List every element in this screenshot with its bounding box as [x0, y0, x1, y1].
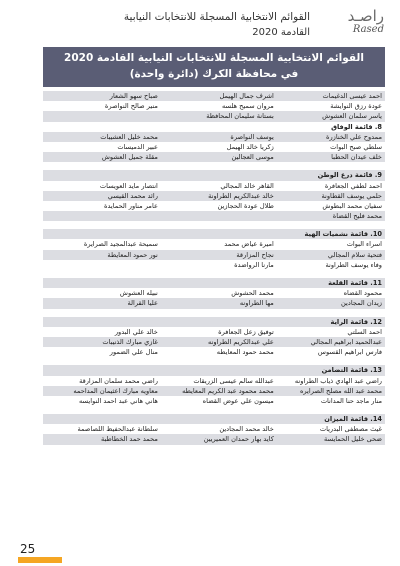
- section-spacer: [43, 270, 385, 278]
- list-row: [43, 347, 385, 357]
- candidate-name: محمد عبد الله مصلح الصرايره: [299, 386, 382, 395]
- banner-title: القوائم الانتخابية المسجلة للانتخابات النيابية القادمة 2020: [64, 52, 364, 64]
- list-row: [43, 250, 385, 260]
- candidate-name: [161, 229, 277, 239]
- candidate-name: [43, 260, 161, 270]
- candidate-name: [161, 122, 277, 132]
- candidate-name: مقلة جميل العشوش: [101, 153, 158, 162]
- candidate-name: محمد خليل العشيبات: [100, 132, 158, 141]
- list-row: [43, 211, 385, 221]
- header-subtitle: القادمة 2020: [252, 27, 310, 38]
- candidate-name: 10. قائمة نشميات الهية: [304, 230, 382, 239]
- candidate-name: [161, 211, 277, 221]
- banner-subtitle: في محافظة الكرك (دائرة واحدة): [129, 68, 299, 80]
- candidate-name: يوسف النواصرة: [230, 132, 274, 141]
- candidate-name: ممدوح علي الخنازرة: [326, 132, 382, 141]
- candidate-name: اسراء البوات: [346, 240, 382, 249]
- list-row: [43, 288, 385, 298]
- list-row: [43, 337, 385, 347]
- document-content: [43, 47, 385, 445]
- candidate-name: [43, 229, 161, 239]
- candidate-name: نبيله العشوش: [119, 289, 158, 298]
- candidate-name: محمد حمد الخطاطبة: [101, 435, 158, 444]
- candidate-name: راضي محمد سلمان المزارقة: [79, 376, 158, 385]
- candidate-name: توفيق زعل الجعافرة: [218, 327, 274, 336]
- title-banner: [43, 47, 385, 87]
- candidate-name: [161, 317, 277, 327]
- page-header: [40, 8, 384, 42]
- candidate-name: القاهر خالد المجالي: [220, 181, 274, 190]
- list-row: [43, 132, 385, 142]
- candidate-name: غيث مصطفى البدريات: [319, 425, 382, 434]
- candidate-name: عليا القرالة: [127, 299, 158, 308]
- list-row: [43, 386, 385, 396]
- list-row: [43, 434, 385, 444]
- candidate-name: [161, 278, 277, 288]
- candidate-name: 11. قائمة القلعة: [328, 279, 382, 287]
- candidate-name: مروان سميح هلسه: [221, 102, 274, 111]
- candidate-name: فتحية سلام المجالي: [327, 250, 382, 259]
- candidate-name: راضي عبد الهادي ذياب الطراونه: [294, 376, 382, 385]
- list-row: [43, 142, 385, 152]
- list-row: [43, 239, 385, 249]
- candidate-name: زيدان المجادين: [341, 299, 382, 308]
- list-row: [43, 298, 385, 308]
- page-footer: [18, 536, 380, 564]
- candidate-name: مارنا الرواضدة: [234, 260, 274, 269]
- candidate-name: طلال عودة الحجازين: [217, 201, 274, 210]
- candidate-name: رائد محمد القيسي: [107, 191, 158, 200]
- candidate-name: اشرف جمال الهيمل: [219, 92, 274, 100]
- candidate-name: سلطي صبح البوات: [330, 142, 382, 151]
- candidate-name: 13. قائمة التضامن: [321, 366, 382, 375]
- candidate-name: [43, 317, 161, 327]
- candidate-name: سميحة عبدالمجيد الصرايرة: [83, 240, 158, 249]
- list-section-heading: [43, 122, 385, 132]
- candidate-name: سفيان محمد البطوش: [322, 201, 382, 210]
- candidate-name: غازي مبارك الذنيبات: [102, 337, 158, 346]
- candidate-name: [161, 414, 277, 424]
- candidate-name: خالد محمد المجادين: [219, 425, 274, 434]
- candidate-name: عبير الدميسات: [117, 142, 158, 151]
- candidate-name: منال علي الضمور: [109, 348, 158, 357]
- candidate-name: محمد فليح القضاة: [332, 212, 382, 221]
- candidate-name: منار ماجد حنا المدانات: [320, 396, 382, 405]
- candidate-name: عبدالحميد ابراهيم المجالي: [310, 337, 382, 346]
- candidate-name: 14. قائمة الميزان: [324, 415, 382, 424]
- candidate-name: منير صالح النواصرة: [104, 102, 158, 111]
- candidate-name: نور حمود المعايطة: [107, 250, 158, 259]
- candidate-name: اميرة عياض محمد: [224, 240, 274, 249]
- list-row: [43, 111, 385, 121]
- candidate-name: [43, 111, 161, 121]
- candidate-name: خالد عبدالكريم الطراونة: [208, 191, 274, 200]
- list-row: [43, 101, 385, 111]
- candidate-name: موسى العجالين: [231, 153, 274, 162]
- section-spacer: [43, 357, 385, 365]
- candidate-name: بستانة سليمان المحافظة: [206, 112, 274, 121]
- candidate-name: زكريا خالد الهيمل: [226, 142, 274, 151]
- list-row: [43, 152, 385, 162]
- candidate-name: علي عبدالكريم الطراونه: [208, 337, 274, 346]
- list-row: [43, 201, 385, 211]
- list-row: [43, 91, 385, 101]
- list-row: [43, 260, 385, 270]
- list-row: [43, 191, 385, 201]
- list-section-heading: [43, 414, 385, 424]
- candidate-name: احمد لطفي الجعافرة: [324, 181, 382, 190]
- candidate-name: [161, 170, 277, 180]
- candidate-name: خلف عيدان الحطبا: [331, 153, 382, 162]
- candidate-name: نجاح المزارقة: [236, 250, 274, 259]
- candidate-name: ياسر سلمان العشوش: [322, 112, 382, 121]
- candidate-name: عامر مناور الحمايدة: [104, 201, 158, 210]
- candidate-name: ميسون علي عوض القضاه: [202, 396, 274, 405]
- list-row: [43, 396, 385, 406]
- candidate-name: احمد السلتي: [347, 327, 382, 336]
- footer-accent-bar: [18, 557, 62, 563]
- list-row: [43, 376, 385, 386]
- candidate-name: فارس ابراهيم القسوس: [317, 348, 382, 357]
- candidate-name: 9. قائمة درع الوطن: [317, 171, 382, 180]
- candidate-name: سلطانة عبدالحفيظ اللصاصمة: [77, 425, 158, 434]
- candidate-name: صباح سهو الشعار: [109, 92, 158, 100]
- candidate-name: محمد حمود المعايطه: [216, 348, 274, 357]
- candidate-name: محمد محمود عبد الكريم المعايطه: [182, 386, 274, 395]
- candidate-name: محمود القضاه: [343, 289, 382, 298]
- candidate-name: كايد بهار حمدان العميريين: [203, 435, 274, 444]
- section-spacer: [43, 309, 385, 317]
- candidate-name: محمد الحشوش: [231, 289, 274, 298]
- candidate-name: [43, 365, 161, 375]
- rased-logo: [348, 8, 384, 36]
- candidate-name: خالد علي البدور: [114, 327, 158, 336]
- candidate-name: [43, 414, 161, 424]
- section-spacer: [43, 221, 385, 229]
- header-title: القوائم الانتخابية المسجلة للانتخابات النيابية: [123, 11, 310, 23]
- candidate-name: احمد عيسى الدغيمات: [322, 92, 382, 100]
- candidate-name: [43, 278, 161, 288]
- candidate-name: 8. قائمة الوفاق: [331, 122, 382, 131]
- candidate-name: عودة رزق النوايشة: [330, 102, 382, 111]
- candidate-name: مها الطراونه: [239, 299, 274, 308]
- section-spacer: [43, 162, 385, 170]
- candidate-name: عبدالله سالم عيسى الزريقات: [193, 376, 274, 385]
- candidate-name: [43, 211, 161, 221]
- list-section-heading: [43, 317, 385, 327]
- candidate-name: هاني هاني عبد احمد النوايسه: [78, 396, 158, 405]
- candidate-name: [43, 122, 161, 132]
- candidate-name: ضحى خليل الحمايسة: [324, 435, 382, 444]
- candidate-list: [43, 91, 385, 445]
- list-row: [43, 424, 385, 434]
- section-spacer: [43, 406, 385, 414]
- candidate-name: وفاء يوسف الطراونة: [325, 260, 382, 269]
- list-section-heading: [43, 365, 385, 375]
- candidate-name: [43, 170, 161, 180]
- candidate-name: انتصار مايد العويسات: [99, 181, 158, 190]
- list-row: [43, 181, 385, 191]
- page-number: 25: [20, 542, 36, 556]
- candidate-name: [161, 365, 277, 375]
- candidate-name: حلمي يوسف القطاونة: [321, 191, 382, 200]
- candidate-name: معاويه مبارك اعثيمان المداحمه: [73, 386, 158, 395]
- logo-latin: Rased: [352, 24, 384, 35]
- list-section-heading: [43, 278, 385, 288]
- list-section-heading: [43, 229, 385, 239]
- logo-arabic: راصـد: [347, 7, 384, 25]
- list-section-heading: [43, 170, 385, 180]
- candidate-name: 12. قائمة الراية: [330, 317, 382, 326]
- list-row: [43, 327, 385, 337]
